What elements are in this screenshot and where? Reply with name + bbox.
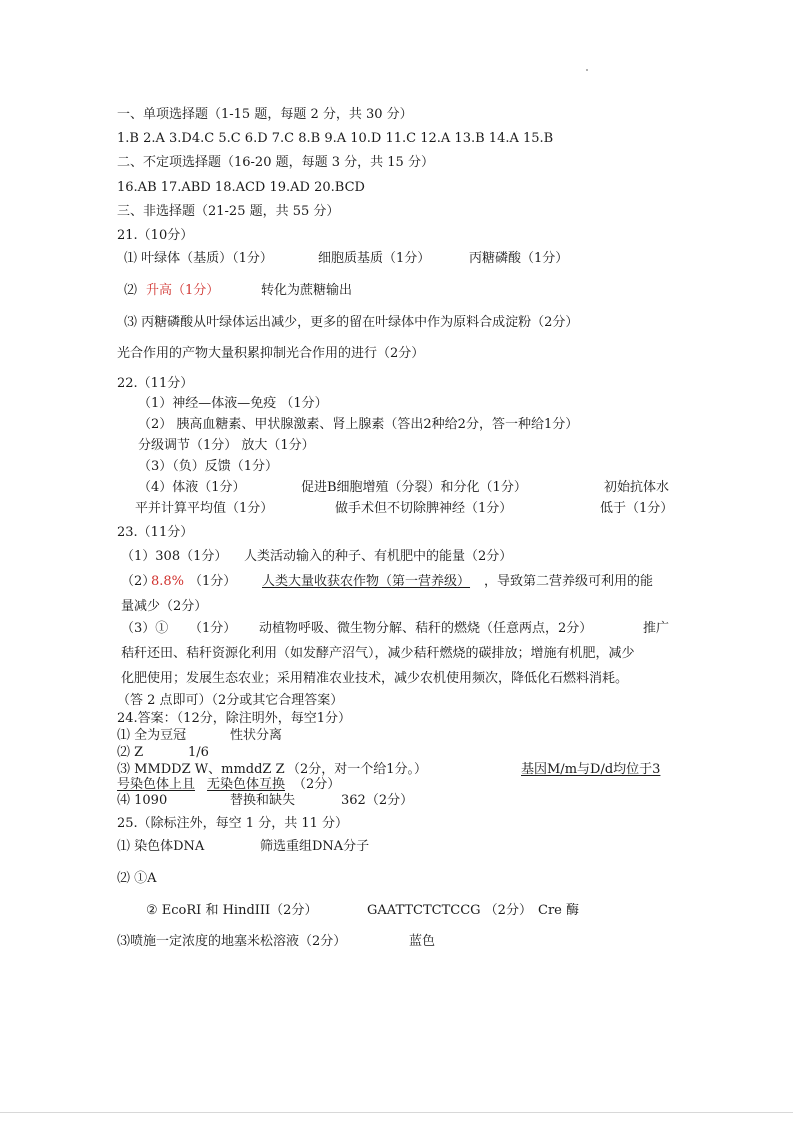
q23-answer-3-tail: 推广 [643,621,670,636]
q25-answer-3a: ⑶喷施一定浓度的地塞米松溶液（2分） [117,934,347,949]
q24-answer-3d: 号染色体上且 [117,777,196,792]
q22-heading: 22.（11分） [117,376,194,391]
q23-answer-2-label: （2） [121,574,156,589]
q22-answer-4a: （4）体液（1分） [138,480,246,495]
section-2-title: 二、不定项选择题（16-20 题，每题 3 分，共 15 分） [117,155,434,170]
q23-answer-3-text: 动植物呼吸、微生物分解、秸秆的燃烧（任意两点，2分） [259,621,593,636]
q24-answer-4b: 替换和缺失 [230,793,296,808]
q21-answer-1a: ⑴ 叶绿体（基质）（1分） [124,251,273,266]
q24-answer-3e: 无染色体互换 [207,777,286,792]
q22-answer-3: （3）（负）反馈（1分） [138,459,279,474]
q24-answer-4a: ⑷ 1090 [117,793,168,808]
q24-heading: 24.答案：（12分，除注明外，每空1分） [117,711,351,726]
q22-answer-4b: 促进B细胞增殖（分裂）和分化（1分） [301,480,527,495]
q23-answer-1a: （1）308（1分） [121,549,228,564]
q23-answer-2-text: ，导致第二营养级可利用的能 [484,574,654,589]
q21-answer-1b: 细胞质基质（1分） [318,251,431,266]
q22-answer-4f: 低于（1分） [600,501,674,516]
section-1-title: 一、单项选择题（1-15 题，每题 2 分，共 30 分） [117,107,413,122]
q23-heading: 23.（11分） [117,525,194,540]
section-1-answers: 1.B 2.A 3.D4.C 5.C 6.D 7.C 8.B 9.A 10.D 11.C 12.A 13.B 14.A 15.B [117,131,554,146]
q23-answer-3-label: （3）① [121,621,169,636]
q25-heading: 25.（除标注外，每空 1 分，共 11 分） [117,816,349,831]
q23-answer-3-cont1: 秸秆还田、秸秆资源化利用（如发酵产沼气），减少秸秆燃烧的碳排放；增施有机肥，减少 [121,646,635,661]
q23-answer-3-cont2: 化肥使用；发展生态农业；采用精准农业技术，减少农机使用频次，降低化石燃料消耗。 [121,671,629,686]
q23-answer-3-score: （1分） [189,621,237,636]
q23-answer-1b: 人类活动输入的种子、有机肥中的能量（2分） [244,549,513,564]
q24-answer-1b: 性状分离 [230,728,283,743]
q24-answer-3a: ⑶ MMDDZ W、mmddZ Z [117,762,285,777]
q23-answer-2-cont: 量减少（2分） [121,599,208,614]
q21-answer-2-highlight: 升高（1分） [146,283,220,298]
q25-answer-1b: 筛选重组DNA分子 [260,839,370,854]
q21-heading: 21.（10分） [117,228,194,243]
q24-answer-2a: ⑵ Z [117,745,144,760]
section-2-answers: 16.AB 17.ABD 18.ACD 19.AD 20.BCD [117,180,365,195]
q24-answer-3f: （2分） [293,777,341,792]
q23-answer-2-value: 8.8% [151,574,185,589]
q24-answer-1a: ⑴ 全为豆冠 [117,728,187,743]
q24-answer-2b: 1/6 [188,745,209,760]
q25-answer-2: ⑵ ①A [117,871,157,886]
q23-note: （答 2 点即可）（2分或其它合理答案） [117,693,344,708]
q21-answer-3-cont: 光合作用的产物大量积累抑制光合作用的进行（2分） [117,346,425,361]
q24-answer-4c: 362（2分） [341,793,414,808]
q25-answer-2d: Cre 酶 [538,903,579,918]
q22-answer-4e: 做手术但不切除脾神经（1分） [335,501,513,516]
q22-answer-1: （1）神经—体液—免疫 （1分） [138,396,328,411]
page-bottom-edge [0,1112,793,1113]
q22-answer-2: （2） 胰高血糖素、甲状腺激素、肾上腺素（答出2种给2分，答一种给1分） [138,417,579,432]
q25-answer-2c: GAATTCTCTCCG （2分） [367,903,532,918]
q24-answer-3b: （2分，对一个给1分。） [287,762,428,777]
scan-speck [586,69,588,71]
q22-answer-4c: 初始抗体水 [604,480,670,495]
q21-answer-1c: 丙糖磷酸（1分） [469,251,569,266]
q21-answer-2-label: ⑵ [124,283,138,298]
q23-answer-2-score: （1分） [189,574,237,589]
q21-answer-2-text: 转化为蔗糖输出 [261,283,353,298]
q25-answer-2b: ② EcoRI 和 HindIII（2分） [146,903,318,918]
q25-answer-1a: ⑴ 染色体DNA [117,839,205,854]
q21-answer-3: ⑶ 丙糖磷酸从叶绿体运出减少，更多的留在叶绿体中作为原料合成淀粉（2分） [124,315,579,330]
q23-answer-2-underlined: 人类大量收获农作物（第一营养级） [262,574,471,589]
q25-answer-3b: 蓝色 [409,934,436,949]
q22-answer-4d: 平并计算平均值（1分） [135,501,274,516]
q24-answer-3c: 基因M/m与D/d均位于3 [521,762,661,777]
section-3-title: 三、非选择题（21-25 题，共 55 分） [117,204,340,219]
q22-answer-2-cont: 分级调节（1分） 放大（1分） [138,438,315,453]
